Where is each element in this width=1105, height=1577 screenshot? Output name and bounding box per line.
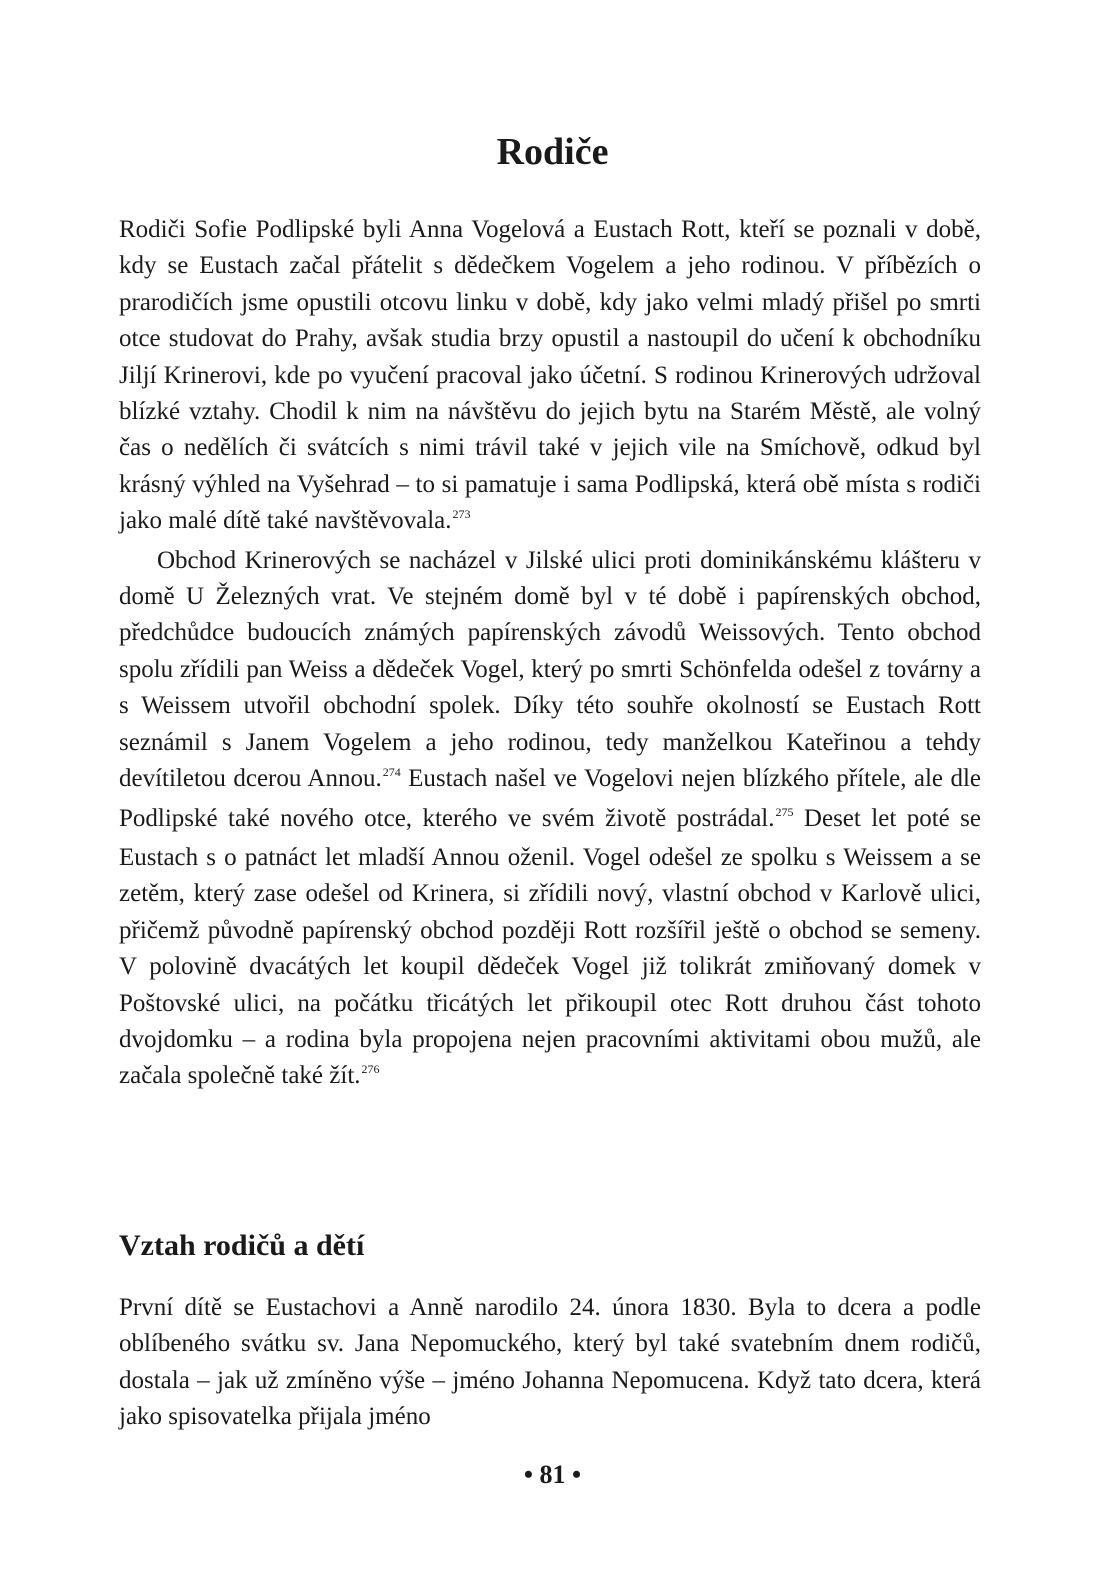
footnote-marker: 276 [361,1062,380,1077]
paragraph [119,543,981,1098]
paragraph-text: Rodiči Sofie Podlipské byli Anna Vogelová a Eustach Rott, kteří se poznali v době, kdy se Eustach začal přátelit s dědečkem Vogelem a jeho rodinou. V příbězích o prarodičích jsme opustili otcovu linku v době, kdy jako velmi mladý přišel po smrti otce studovat do Prahy, avšak studia brzy opustil a nastoupil do učení k obchodníku Jiljí Krinerovi, kde po vyučení pracoval jako účetní. S rodinou Krinerových udržoval blízké vztahy. Chodil k nim na návštěvu do jejich bytu na Starém Městě, ale volný čas o nedělích či svátcích s nimi trávil také v jejich vile na Smíchově, odkud byl krásný výhled na Vyšehrad – to si pamatuje i sama Podlipská, která obě místa s rodiči jako malé dítě také navštěvovala. [119,216,981,535]
section-heading: Vztah rodičů a dětí [119,1229,365,1262]
footnote-marker: 273 [452,507,471,522]
footnote-marker: 275 [775,804,794,819]
paragraph: První dítě se Eustachovi a Anně narodilo 24. února 1830. Byla to dcera a podle oblíbeného svátku sv. Jana Nepomuckého, který byl také svatebním dnem rodičů, dostala – jak už zmíněno výše – jméno Johanna Nepomucena. Když tato dcera, která jako spisovatelka přijala jméno [119,1294,981,1431]
chapter-title: Rodiče [496,131,609,173]
section-vztah-body [119,1290,981,1436]
paragraph-text: Eustach našel ve Vogelovi nejen blízkého přítele, ale dle Podlipské také nového otce, kterého ve svém životě postrádal. [119,765,981,832]
paragraph-text: Deset let poté se Eustach s o patnáct let mladší Annou oženil. Vogel odešel ze spolku s Weissem a se zetěm, který zase odešel od Krinera, si zřídili nový, vlastní obchod v Karlově ulici, přičemž původně papírenský obchod později Rott rozšířil ještě o obchod se semeny. V polovině dvacátých let koupil dědeček Vogel již tolikrát zmiňovaný domek v Poštovské ulici, na počátku třicátých let přikoupil otec Rott druhou část tohoto dvojdomku – a rodina byla propojena nejen pracovními aktivitami obou mužů, ale začala společně také žít. [119,804,982,1090]
footnote-marker: 274 [382,765,401,780]
section-rodice-body [119,212,981,1098]
page-number: • 81 • [523,1460,582,1489]
paragraph-text: Obchod Krinerových se nacházel v Jilské ulici proti dominikánskému klášteru v domě U Železných vrat. Ve stejném domě byl v té době i papírenských obchod, předchůdce budoucích známých papírenských závodů Weissových. Tento obchod spolu zřídili pan Weiss a dědeček Vogel, který po smrti Schönfelda odešel z továrny a s Weissem utvořil obchodní spolek. Díky této souhře okolností se Eustach Rott seznámil s Janem Vogelem a jeho rodinou, tedy manželkou Kateřinou a tehdy devítiletou dcerou Annou. [119,546,981,793]
paragraph [119,212,981,543]
